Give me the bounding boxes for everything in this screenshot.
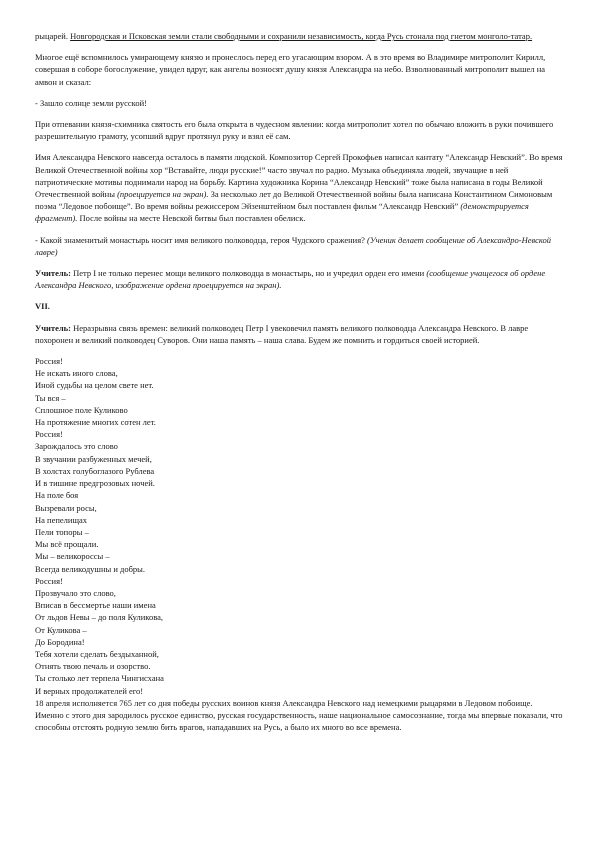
paragraph-funeral: При отпевании князя-схимника святость его была открыта в чудесном явлении: когда митрополит хотел по обычаю вложить в руки почившего разрешительную грамоту, усопший вдруг протянул руку и взял её сам.	[35, 119, 554, 142]
paragraph-anniversary: 18 апреля исполняется 765 лет со дня победы русских воинов князя Александра Невского над немецкими рыцарями в Ледовом побоище. Именно с этого дня зародилось русское единство, русская государственность, наше национальное самосознание, тогда мы впервые показали, что способны отстоять родную землю бить врагов, нападавших на Русь, а было их много во все времена.	[35, 697, 563, 733]
paragraph-memory	[35, 151, 563, 224]
poem-line: Не искать иного слова,	[35, 368, 118, 379]
poem-line: Тебя хотели сделать бездыханной,	[35, 648, 159, 659]
poem-line: Россия!	[35, 429, 63, 440]
poem	[35, 355, 563, 697]
stage-note: (Ученик делает сообщение об Александро-Невской лавре)	[35, 234, 552, 257]
paragraph-teacher-memory	[35, 322, 563, 346]
text: Имя Александра Невского навсегда осталось в памяти людской. Композитор Сергей Прокофьев написал кантату “Александр Невский”. Во время Великой Отечественной войны хор “Вставайте, люди русские!” часто звучал по радио. Музыка объединяла людей, звучащие в ней патриотические мотивы поднимали народ на борьбу. Картина художника Корина “Александр Невский” тоже была написана в годы Великой Отечественной войны	[35, 152, 563, 200]
poem-line: В звучании разбуженных мечей,	[35, 453, 152, 464]
poem-line: До Бородина!	[35, 636, 85, 647]
paragraph-quote-sun: - Зашло солнце земли русской!	[35, 97, 147, 108]
text: Петр I не только перенес мощи великого полководца в монастырь, но и учредил орден его имени	[70, 268, 427, 279]
poem-line: На пепелищах	[35, 514, 88, 525]
document-page	[35, 30, 563, 733]
poem-line: В холстах голубоглазого Рублева	[35, 465, 155, 476]
poem-line: И в тишине предгрозовых ночей.	[35, 478, 155, 489]
stage-note: (сообщение учащегося об ордене Александра Невского, изображение ордена проецируется на экран).	[35, 268, 546, 291]
text: - Какой знаменитый монастырь носит имя великого полководца, героя Чудского сражения?	[35, 234, 368, 245]
speaker-label: Учитель:	[35, 268, 71, 279]
speaker-label: Учитель:	[35, 322, 71, 333]
paragraph-question-monastery	[35, 234, 563, 258]
poem-line: И верных продолжателей его!	[35, 685, 144, 696]
poem-line: Прозвучало это слово,	[35, 587, 116, 598]
poem-line: Вызревали росы,	[35, 502, 97, 513]
poem-line: Иной судьбы на целом свете нет.	[35, 380, 154, 391]
poem-line: От льдов Невы – до поля Куликова,	[35, 612, 164, 623]
stage-note: (проецируется на экран).	[117, 189, 209, 200]
poem-line: Мы – великороссы –	[35, 551, 110, 562]
poem-line: Пели топоры –	[35, 526, 89, 537]
text: После войны на месте Невской битвы был поставлен обелиск.	[77, 213, 306, 224]
poem-line: Ты вся –	[35, 392, 66, 403]
poem-line: Вписав в бессмертье наши имена	[35, 600, 156, 611]
poem-line: Мы всё прощали.	[35, 539, 99, 550]
poem-line: От Куликова –	[35, 624, 87, 635]
poem-line: Сплошное поле Куликово	[35, 404, 128, 415]
poem-line: На поле боя	[35, 490, 79, 501]
section-heading: VII.	[35, 301, 50, 312]
poem-line: Отнять твою печаль и озорство.	[35, 661, 151, 672]
paragraph-teacher-order	[35, 267, 563, 291]
paragraph-knights	[35, 30, 563, 42]
text: Неразрывна связь времен: великий полководец Петр I увековечил память великого полководца Александра Невского. В лавре похоронен и великий полководец Суворов. Они наша память – наша слава. Будем же помнить и гордиться своей историей.	[35, 322, 529, 345]
poem-line: Россия!	[35, 575, 63, 586]
poem-line: Россия!	[35, 356, 63, 367]
poem-line: Зарождалось это слово	[35, 441, 118, 452]
poem-line: Ты столько лет терпела Чингисхана	[35, 673, 164, 684]
paragraph-metropolitan: Многое ещё вспомнилось умирающему князю и пронеслось перед его угасающим взором. А в это время во Владимире митрополит Кирилл, совершая в соборе богослужение, увидел вдруг, как ангелы возносят душу князя Александра на небо. Взволнованный митрополит вышел на амвон и сказал:	[35, 52, 546, 87]
text: За несколько лет до Великой Отечественной войны была написана Константином Симоновым поэма “Ледовое побоище”. Во время войны режиссером Эйзенштейном был поставлен фильм “Александр Невский”	[35, 189, 553, 212]
hyperlink-novgorod[interactable]: Новгородская и Псковская земли стали свободными и сохранили независимость, когда Русь стонала под гнетом монголо-татар.	[70, 31, 533, 41]
stage-note: (демонстрируется фрагмент).	[35, 201, 529, 224]
paragraph-lead: рыцарей.	[35, 31, 71, 41]
poem-line: На протяжение многих сотен лет.	[35, 417, 156, 428]
poem-line: Всегда великодушны и добры.	[35, 563, 145, 574]
